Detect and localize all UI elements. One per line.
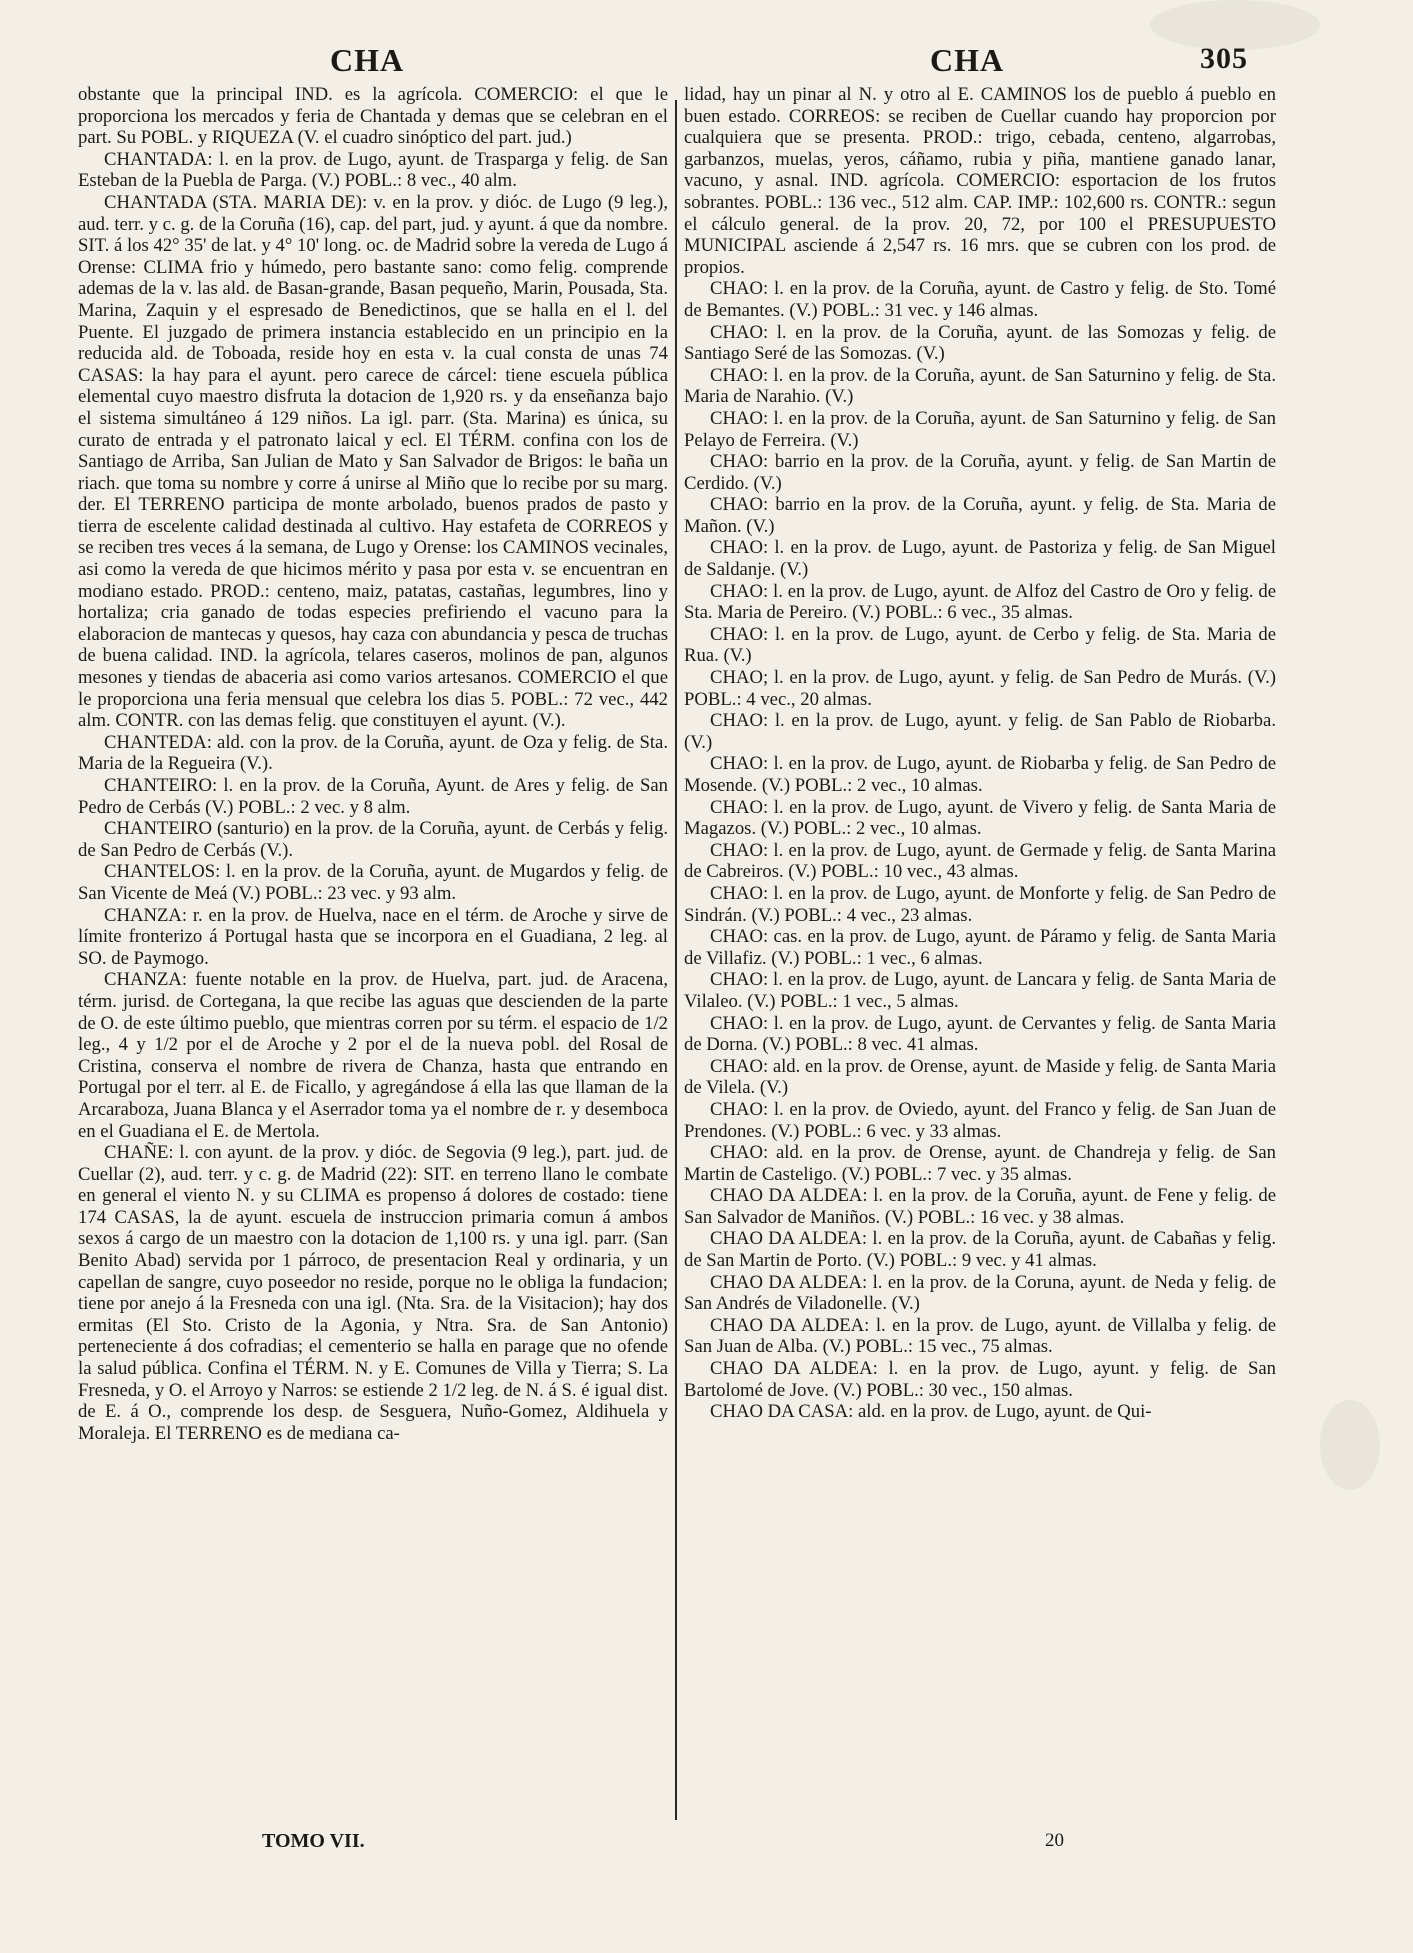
dictionary-entry: CHANTEIRO: l. en la prov. de la Coruña, Ayunt. de Ares y felig. de San Pedro de Cerbás (V.) POBL.: 2 vec. y 8 alm. [78, 775, 668, 818]
dictionary-entry: CHAO; l. en la prov. de Lugo, ayunt. y felig. de San Pedro de Murás. (V.) POBL.: 4 vec., 20 almas. [684, 667, 1276, 710]
dictionary-entry: CHAO DA ALDEA: l. en la prov. de Lugo, ayunt. y felig. de San Bartolomé de Jove. (V.) POBL.: 30 vec., 150 almas. [684, 1358, 1276, 1401]
dictionary-entry: CHAO: l. en la prov. de Lugo, ayunt. de Pastoriza y felig. de San Miguel de Saldanje. (V.) [684, 537, 1276, 581]
dictionary-entry: CHAO: l. en la prov. de la Coruña, ayunt. de San Saturnino y felig. de Sta. Maria de Narahio. (V.) [684, 364, 1276, 408]
dictionary-entry: CHAO DA ALDEA: l. en la prov. de la Coruña, ayunt. de Fene y felig. de San Salvador de Maniños. (V.) POBL.: 16 vec. y 38 almas. [684, 1185, 1276, 1228]
page-stain [1320, 1400, 1380, 1490]
dictionary-entry: obstante que la principal IND. es la agrícola. COMERCIO: el que le proporciona los mercados y feria de Chantada y demas que se celebran en el part. Su POBL. y RIQUEZA (V. el cuadro sinóptico del part. jud.) [78, 84, 668, 149]
dictionary-entry: CHAO: ald. en la prov. de Orense, ayunt. de Maside y felig. de Santa Maria de Vilela. (V.) [684, 1055, 1276, 1099]
running-head-left: CHA [330, 42, 405, 78]
dictionary-entry: CHAO: l. en la prov. de Lugo, ayunt. de Germade y felig. de Santa Marina de Cabreiros. (V.) POBL.: 10 vec., 43 almas. [684, 839, 1276, 883]
dictionary-entry: CHAO: l. en la prov. de la Coruña, ayunt. de Castro y felig. de Sto. Tomé de Bemantes. (V.) POBL.: 31 vec. y 146 almas. [684, 278, 1276, 321]
dictionary-entry: CHANZA: fuente notable en la prov. de Huelva, part. jud. de Aracena, térm. jurisd. de Cortegana, la que recibe las aguas que descienden de la parte de O. de este último pueblo, que mientras corren por su térm. el espacio de 1/2 leg., 4 y 1/2 por el de Aroche y 2 por el de la nueva pobl. del Rosal de Cristina, conserva el nombre de rivera de Chanza, hasta que entrando en Portugal por el terr. al E. de Ficallo, y agregándose á ella las que llaman de la Arcaraboza, Juana Blanca y el Aserrador toma ya el nombre de r. y desemboca en el Guadiana el E. de Mertola. [78, 969, 668, 1142]
running-head-right: CHA [930, 42, 1005, 78]
dictionary-entry: CHAO: barrio en la prov. de la Coruña, ayunt. y felig. de Sta. Maria de Mañon. (V.) [684, 494, 1276, 537]
dictionary-entry: CHAO DA ALDEA: l. en la prov. de Lugo, ayunt. de Villalba y felig. de San Juan de Alba. (V.) POBL.: 15 vec., 75 almas. [684, 1314, 1276, 1358]
dictionary-entry: CHAÑE: l. con ayunt. de la prov. y dióc. de Segovia (9 leg.), part. jud. de Cuellar (2), aud. terr. y c. g. de Madrid (22): SIT. en terreno llano le combate en general el viento N. y su CLIMA es propenso á dolores de costado: tiene 174 CASAS, la de ayunt. escuela de instruccion primaria comun á ambos sexos á cargo de un maestro con la dotacion de 1,100 rs. y una igl. parr. (San Benito Abad) servida por 1 párroco, de presentacion Real y ordinaria, y un capellan de sangre, cuyo poseedor no reside, porque no le obliga la fundacion; tiene por anejo á la Fresneda con una igl. (Nta. Sra. de la Visitacion); hay dos ermitas (El Sto. Cristo de la Agonia, y Ntra. Sra. de San Antonio) perteneciente á dos cofradias; el cementerio se halla en parage que no ofende la salud pública. Confina el TÉRM. N. y E. Comunes de Villa y Tierra; S. La Fresneda, y O. el Arroyo y Narros: se estiende 2 1/2 leg. de N. á S. é igual dist. de E. á O., comprende los desp. de Sesguera, Nuño-Gomez, Aldihuela y Moraleja. El TERRENO es de mediana ca- [78, 1142, 668, 1444]
dictionary-entry: CHAO: l. en la prov. de Lugo, ayunt. de Monforte y felig. de San Pedro de Sindrán. (V.) POBL.: 4 vec., 23 almas. [684, 882, 1276, 926]
dictionary-entry: CHAO DA ALDEA: l. en la prov. de la Coruna, ayunt. de Neda y felig. de San Andrés de Viladonelle. (V.) [684, 1271, 1276, 1315]
dictionary-entry: lidad, hay un pinar al N. y otro al E. CAMINOS los de pueblo á pueblo en buen estado. CORREOS: se reciben de Cuellar cuando hay proporcion por cualquiera que se presenta. PROD.: trigo, cebada, centeno, algarrobas, garbanzos, muelas, yeros, cáñamo, rubia y piña, mantiene ganado lanar, vacuno, y asnal. IND. agrícola. COMERCIO: esportacion de los frutos sobrantes. POBL.: 136 vec., 512 alm. CAP. IMP.: 102,600 rs. CONTR.: segun el cálculo general. de la prov. 20, 72, por 100 el PRESUPUESTO MUNICIPAL asciende á 2,547 rs. 16 mrs. que se cubren con los prod. de propios. [684, 84, 1276, 278]
dictionary-entry: CHAO: l. en la prov. de la Coruña, ayunt. de las Somozas y felig. de Santiago Seré de las Somozas. (V.) [684, 321, 1276, 365]
dictionary-entry: CHAO: l. en la prov. de Lugo, ayunt. de Alfoz del Castro de Oro y felig. de Sta. Maria de Pereiro. (V.) POBL.: 6 vec., 35 almas. [684, 580, 1276, 624]
dictionary-entry: CHANZA: r. en la prov. de Huelva, nace en el térm. de Aroche y sirve de límite fronterizo á Portugal hasta que se incorpora en el Guadiana, 2 leg. al SO. de Paymogo. [78, 904, 668, 969]
left-column [78, 84, 668, 1824]
dictionary-entry: CHAO: l. en la prov. de Oviedo, ayunt. del Franco y felig. de San Juan de Prendones. (V.) POBL.: 6 vec. y 33 almas. [684, 1098, 1276, 1142]
page-number: 305 [1200, 42, 1248, 75]
dictionary-entry: CHAO: l. en la prov. de Lugo, ayunt. de Vivero y felig. de Santa Maria de Magazos. (V.) POBL.: 2 vec., 10 almas. [684, 796, 1276, 840]
dictionary-entry: CHAO: l. en la prov. de Lugo, ayunt. de Lancara y felig. de Santa Maria de Vilaleo. (V.) POBL.: 1 vec., 5 almas. [684, 969, 1276, 1012]
dictionary-entry: CHAO: l. en la prov. de Lugo, ayunt. y felig. de San Pablo de Riobarba. (V.) [684, 710, 1276, 753]
dictionary-entry: CHAO: ald. en la prov. de Orense, ayunt. de Chandreja y felig. de San Martin de Casteligo. (V.) POBL.: 7 vec. y 35 almas. [684, 1142, 1276, 1185]
dictionary-entry: CHAO DA CASA: ald. en la prov. de Lugo, ayunt. de Qui- [710, 1401, 1152, 1423]
dictionary-entry: CHAO: l. en la prov. de Lugo, ayunt. de Riobarba y felig. de San Pedro de Mosende. (V.) POBL.: 2 vec., 10 almas. [684, 753, 1276, 796]
dictionary-entry: CHANTADA (STA. MARIA DE): v. en la prov. y dióc. de Lugo (9 leg.), aud. terr. y c. g. de la Coruña (16), cap. del part, jud. y ayunt. á que da nombre. SIT. á los 42° 35' de lat. y 4° 10' long. oc. de Madrid sobre la vereda de Lugo á Orense: CLIMA frio y húmedo, pero bastante sano: como felig. comprende ademas de la v. las ald. de Basan-grande, Basan pequeño, Marin, Pousada, Sta. Marina, Zaquin y el espresado de Benedictinos, que se halla en el l. del Puente. El juzgado de primera instancia establecido en un principio en la reducida ald. de Toboada, reside hoy en esta v. la cual consta de unas 74 CASAS: la hay para el ayunt. pero carece de cárcel: tiene escuela pública elemental cuyo maestro disfruta la dotacion de 1,920 rs. y da enseñanza bajo el sistema simultáneo á 129 niños. La igl. parr. (Sta. Marina) es única, su curato de entrada y el patronato laical y ecl. El TÉRM. confina con los de Santiago de Arriba, San Julian de Mato y San Salvador de Brigos: le baña un riach. que toma su nombre y corre á unirse al Miño que lo recibe por su marg. der. El TERRENO participa de monte arbolado, buenos prados de pasto y tierra de escelente calidad destinada al cultivo. Hay estafeta de CORREOS y se reciben tres veces á la semana, de Lugo y Orense: los CAMINOS vecinales, asi como la vereda de que hicimos mérito y pasa por esta v. se encuentran en modiano estado. PROD.: centeno, maiz, patatas, castañas, legumbres, lino y hortaliza; cria ganado de todas especies prefiriendo el vacuno para la elaboracion de mantecas y quesos, hay caza con abundancia y pesca de truchas de buena calidad. IND. la agrícola, telares caseros, molinos de pan, algunos mesones y tiendas de abaceria asi como varios artesanos. COMERCIO el que le proporciona una feria mensual que celebra los dias 5. POBL.: 72 vec., 442 alm. CONTR. con las demas felig. que constituyen el ayunt. (V.). [78, 191, 668, 732]
volume-signature: TOMO VII. [262, 1830, 365, 1852]
dictionary-entry: CHAO: cas. en la prov. de Lugo, ayunt. de Páramo y felig. de Santa Maria de Villafiz. (V.) POBL.: 1 vec., 6 almas. [684, 926, 1276, 969]
dictionary-entry: CHANTELOS: l. en la prov. de la Coruña, ayunt. de Mugardos y felig. de San Vicente de Meá (V.) POBL.: 23 vec. y 93 alm. [78, 861, 668, 904]
dictionary-entry: CHAO: l. en la prov. de la Coruña, ayunt. de San Saturnino y felig. de San Pelayo de Ferreira. (V.) [684, 407, 1276, 451]
dictionary-entry: CHANTEIRO (santurio) en la prov. de la Coruña, ayunt. de Cerbás y felig. de San Pedro de Cerbás (V.). [78, 818, 668, 861]
dictionary-entry: CHAO: barrio en la prov. de la Coruña, ayunt. y felig. de San Martin de Cerdido. (V.) [684, 451, 1276, 494]
gathering-signature: 20 [1045, 1830, 1064, 1851]
dictionary-entry: CHANTADA: l. en la prov. de Lugo, ayunt. de Trasparga y felig. de San Esteban de la Puebla de Parga. (V.) POBL.: 8 vec., 40 alm. [78, 148, 668, 192]
dictionary-entry: CHAO: l. en la prov. de Lugo, ayunt. de Cervantes y felig. de Santa Maria de Dorna. (V.) POBL.: 8 vec. 41 almas. [684, 1012, 1276, 1056]
dictionary-entry: CHAO: l. en la prov. de Lugo, ayunt. de Cerbo y felig. de Sta. Maria de Rua. (V.) [684, 623, 1276, 667]
column-divider [675, 100, 677, 1820]
right-column [684, 84, 1276, 1824]
dictionary-entry: CHANTEDA: ald. con la prov. de la Coruña, ayunt. de Oza y felig. de Sta. Maria de la Regueira (V.). [78, 731, 668, 775]
dictionary-entry: CHAO DA ALDEA: l. en la prov. de la Coruña, ayunt. de Cabañas y felig. de San Martin de Porto. (V.) POBL.: 9 vec. y 41 almas. [684, 1228, 1276, 1272]
